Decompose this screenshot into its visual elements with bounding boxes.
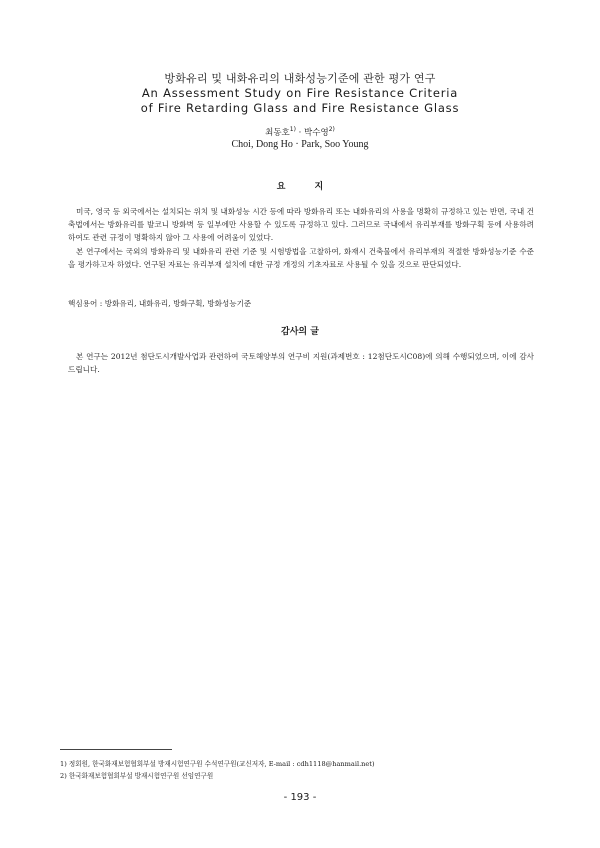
authors-english: Choi, Dong Ho · Park, Soo Young <box>231 139 369 150</box>
footnote-2: 2) 한국화재보험협회부설 방재시험연구원 선임연구원 <box>60 772 214 780</box>
author2-name: 박수영 <box>304 128 329 138</box>
author2-footnote-mark: 2) <box>328 126 335 134</box>
authors-korean <box>0 126 600 138</box>
footnote-divider <box>60 749 172 750</box>
acknowledgement-text: 본 연구는 2012년 첨단도시개발사업과 관련하여 국토해양부의 연구비 지원(과제번호 : 12첨단도시C08)에 의해 수행되었으며, 이에 감사드립니다. <box>68 352 534 375</box>
title-english-line1: An Assessment Study on Fire Resistance Criteria <box>141 86 459 100</box>
abstract-heading: 요 지 <box>276 182 324 192</box>
title-english-line2: of Fire Retarding Glass and Fire Resistance Glass <box>140 101 460 115</box>
keywords: 핵심용어 : 방화유리, 내화유리, 방화구획, 방화성능기준 <box>68 299 252 308</box>
author1-name: 최동호 <box>265 128 290 138</box>
footnote-1: 1) 정회원, 한국화재보험협회부설 방재시험연구원 수석연구원(교신저자, E-mail : cdh1118@hanmail.net) <box>60 760 375 768</box>
title-korean: 방화유리 및 내화유리의 내화성능기준에 관한 평가 연구 <box>164 72 436 85</box>
author-separator: · <box>295 128 305 138</box>
abstract-paragraph-1: 미국, 영국 등 외국에서는 설치되는 위치 및 내화성능 시간 등에 따라 방화유리 또는 내화유리의 사용을 명확히 규정하고 있는 반면, 국내 건축법에서는 방화유리를 발코니 방화벽 등 일부에만 사용할 수 있도록 규정하고 있다. 그러므로 국내에서 유리부재를 방화구획 등에 사용하려 하여도 관련 규정이 명확하지 않아 그 사용에 어려움이 있었다. <box>68 207 534 243</box>
abstract-paragraph-2: 본 연구에서는 국외의 방화유리 및 내화유리 관련 기준 및 시험방법을 고찰하여, 화재시 건축물에서 유리부재의 적절한 방화성능기준 수준을 평가하고자 하였다. 연구된 자료는 유리부재 설치에 대한 규정 개정의 기초자료로 사용될 수 있을 것으로 판단되었다. <box>68 247 534 270</box>
page-number: - 193 - <box>283 792 317 803</box>
acknowledgement-heading: 감사의 글 <box>281 327 319 337</box>
author1-footnote-mark: 1) <box>289 126 296 134</box>
